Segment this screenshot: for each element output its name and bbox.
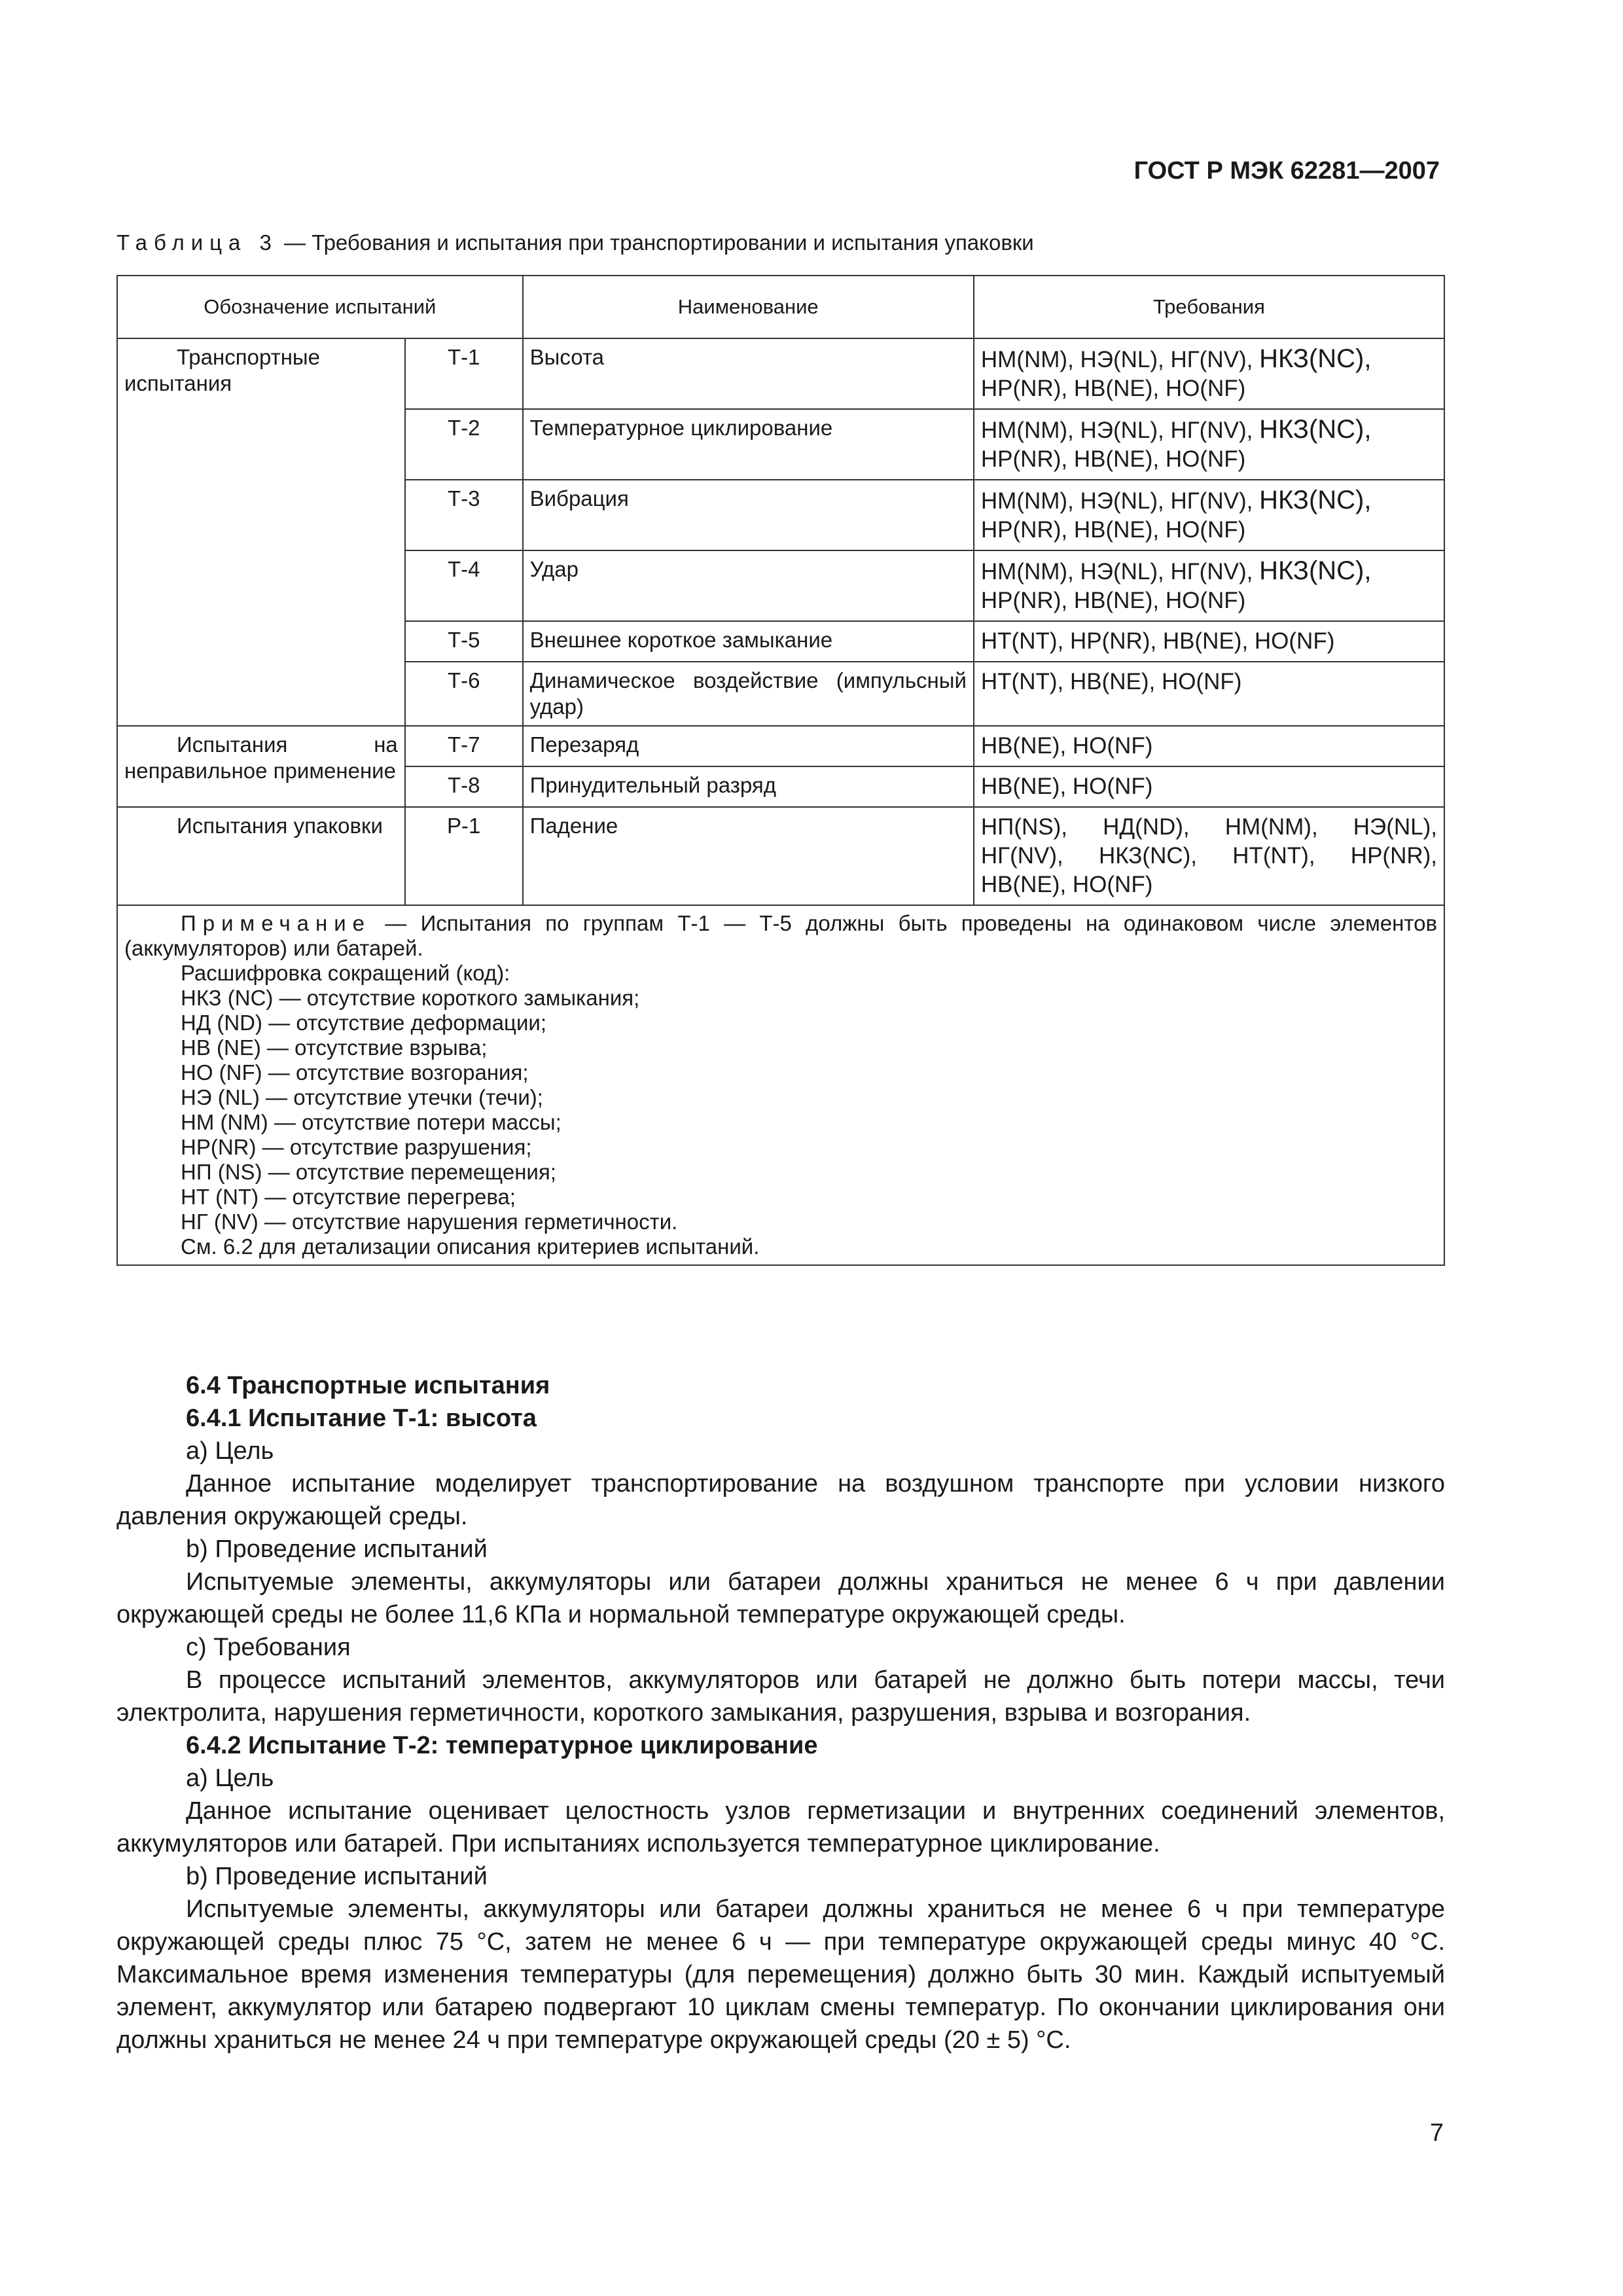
document-header: ГОСТ Р МЭК 62281—2007 — [1133, 157, 1440, 185]
col-header-designation: Обозначение испытаний — [117, 276, 523, 338]
table-caption-text: — Требования и испытания при транспортировании и испытания упаковки — [277, 230, 1034, 255]
table-header-row — [117, 276, 1444, 338]
test-requirements: НВ(NE), НО(NF) — [974, 726, 1444, 766]
test-requirements: НП(NS), НД(ND), НМ(NM), НЭ(NL), НГ(NV), НКЗ(NC), НТ(NT), НР(NR), НВ(NE), НО(NF) — [974, 807, 1444, 905]
list-item: b) Проведение испытаний — [186, 1863, 488, 1890]
section-heading: 6.4 Транспортные испытания — [186, 1372, 550, 1399]
note-line: НП (NS) — отсутствие перемещения; — [181, 1160, 556, 1184]
table-row — [117, 338, 1444, 409]
group-package: Испытания упаковки — [117, 807, 405, 905]
test-name: Принудительный разряд — [523, 766, 974, 807]
test-requirements: НТ(NT), НВ(NE), НО(NF) — [974, 662, 1444, 726]
test-name: Динамическое воздействие (импульсный удар) — [523, 662, 974, 726]
test-requirements: НМ(NM), НЭ(NL), НГ(NV), НКЗ(NC), НР(NR), НВ(NE), НО(NF) — [974, 338, 1444, 409]
test-requirements: НВ(NE), НО(NF) — [974, 766, 1444, 807]
test-name: Высота — [523, 338, 974, 409]
requirements-table — [116, 275, 1445, 1266]
note-line: НМ (NM) — отсутствие потери массы; — [181, 1110, 562, 1134]
subsection-heading: 6.4.2 Испытание Т-2: температурное циклирование — [186, 1732, 818, 1759]
test-name: Внешнее короткое замыкание — [523, 621, 974, 662]
note-line: См. 6.2 для детализации описания критериев испытаний. — [181, 1234, 760, 1259]
note-line: НР(NR) — отсутствие разрушения; — [181, 1135, 532, 1159]
test-code: Т-8 — [405, 766, 523, 807]
page-number: 7 — [1429, 2119, 1444, 2147]
test-code: Т-5 — [405, 621, 523, 662]
list-item: а) Цель — [186, 1765, 274, 1792]
note-intro: Примечание — Испытания по группам Т-1 — Т-5 должны быть проведены на одинаковом числе элементов (аккумуляторов) или батарей. — [124, 911, 1437, 960]
subsection-heading: 6.4.1 Испытание Т-1: высота — [186, 1405, 537, 1432]
col-header-requirements: Требования — [974, 276, 1444, 338]
note-line: Расшифровка сокращений (код): — [181, 961, 510, 985]
test-code: Р-1 — [405, 807, 523, 905]
test-requirements: НТ(NT), НР(NR), НВ(NE), НО(NF) — [974, 621, 1444, 662]
section-body — [116, 1369, 1445, 2056]
note-line: НД (ND) — отсутствие деформации; — [181, 1011, 546, 1035]
paragraph: Испытуемые элементы, аккумуляторы или батареи должны храниться не менее 6 ч при давлении окружающей среды не более 11,6 КПа и нормальной температуре окружающей среды. — [116, 1568, 1445, 1628]
note-line: НКЗ (NC) — отсутствие короткого замыкания; — [181, 986, 640, 1010]
test-name: Перезаряд — [523, 726, 974, 766]
paragraph: Данное испытание моделирует транспортирование на воздушном транспорте при условии низкого давления окружающей среды. — [116, 1470, 1445, 1530]
group-transport: Транспортные испытания — [117, 338, 405, 726]
note-line: НВ (NE) — отсутствие взрыва; — [181, 1035, 488, 1060]
note-line: НГ (NV) — отсутствие нарушения герметичности. — [181, 1210, 678, 1234]
paragraph: Испытуемые элементы, аккумуляторы или батареи должны храниться не менее 6 ч при температуре окружающей среды плюс 75 °С, затем не менее 6 ч — при температуре окружающей среды минус 40 °С. Максимальное время изменения температуры (для перемещения) должно быть 30 мин. Каждый испытуемый элемент, аккумулятор или батарею подвергают 10 циклам смены температур. По окончании циклирования они должны храниться не менее 24 ч при температуре окружающей среды (20 ± 5) °С. — [116, 1895, 1445, 2054]
test-name: Удар — [523, 550, 974, 621]
table-caption-label: Таблица 3 — [116, 230, 278, 255]
list-item: с) Требования — [186, 1634, 351, 1661]
paragraph: В процессе испытаний элементов, аккумуляторов или батарей не должно быть потери массы, течи электролита, нарушения герметичности, короткого замыкания, разрушения, взрыва и возгорания. — [116, 1666, 1445, 1727]
table-note — [117, 905, 1444, 1265]
test-name: Температурное циклирование — [523, 409, 974, 480]
test-code: Т-3 — [405, 480, 523, 550]
paragraph: Данное испытание оценивает целостность узлов герметизации и внутренних соединений элементов, аккумуляторов или батарей. При испытаниях используется температурное циклирование. — [116, 1797, 1445, 1857]
list-item: b) Проведение испытаний — [186, 1535, 488, 1563]
test-code: Т-4 — [405, 550, 523, 621]
test-name: Вибрация — [523, 480, 974, 550]
list-item: а) Цель — [186, 1437, 274, 1465]
test-requirements: НМ(NM), НЭ(NL), НГ(NV), НКЗ(NC), НР(NR), НВ(NE), НО(NF) — [974, 480, 1444, 550]
table-row — [117, 807, 1444, 905]
table-row — [117, 726, 1444, 766]
note-line: НО (NF) — отсутствие возгорания; — [181, 1060, 529, 1085]
col-header-name: Наименование — [523, 276, 974, 338]
group-misuse: Испытания на неправильное применение — [117, 726, 405, 807]
table-note-row — [117, 905, 1444, 1265]
test-code: Т-1 — [405, 338, 523, 409]
note-label: Примечание — [181, 911, 372, 935]
test-requirements: НМ(NM), НЭ(NL), НГ(NV), НКЗ(NC), НР(NR), НВ(NE), НО(NF) — [974, 550, 1444, 621]
note-line: НЭ (NL) — отсутствие утечки (течи); — [181, 1085, 543, 1109]
test-requirements: НМ(NM), НЭ(NL), НГ(NV), НКЗ(NC), НР(NR), НВ(NE), НО(NF) — [974, 409, 1444, 480]
table-caption — [116, 230, 1034, 255]
note-line: НТ (NT) — отсутствие перегрева; — [181, 1185, 516, 1209]
test-name: Падение — [523, 807, 974, 905]
test-code: Т-2 — [405, 409, 523, 480]
test-code: Т-6 — [405, 662, 523, 726]
test-code: Т-7 — [405, 726, 523, 766]
